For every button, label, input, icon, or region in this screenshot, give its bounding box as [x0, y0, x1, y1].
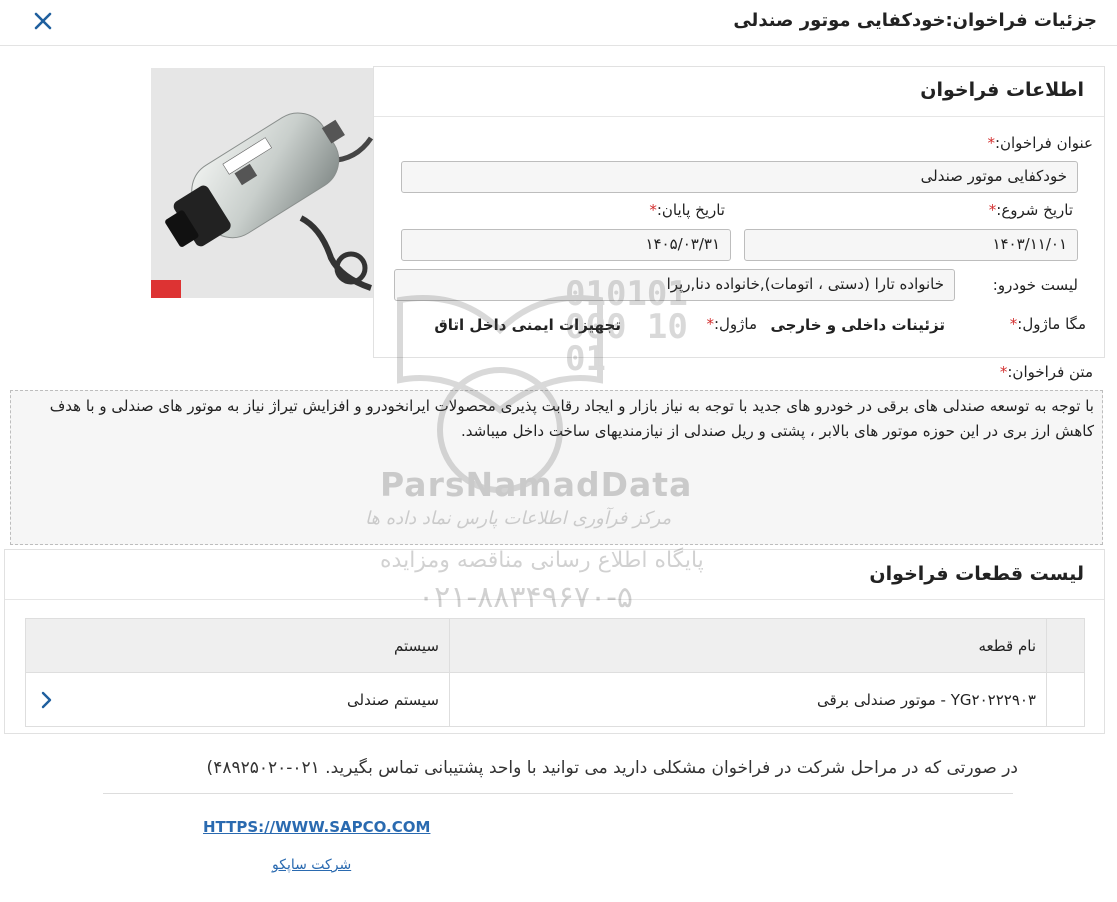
watermark-phone: ۰۲۱-۸۸۳۴۹۶۷۰-۵ [418, 580, 634, 615]
parts-card [4, 549, 1105, 734]
vehicle-list-field[interactable]: خانواده تارا (دستی ، اتومات),خانواده دنا,رپرا [394, 269, 955, 301]
watermark-brand: ParsNamadData [380, 465, 693, 504]
parts-heading: لیست قطعات فراخوان [869, 563, 1084, 585]
card-header [374, 67, 1104, 117]
title-field[interactable]: خودکفایی موتور صندلی [401, 161, 1078, 193]
svg-text:01: 01 [565, 339, 606, 379]
support-text: در صورتی که در مراحل شرکت در فراخوان مشکلی دارید می توانید با واحد پشتیبانی تماس بگیرید. ۰۲۱-۴۸۹۲۵۰۲۰) [206, 758, 1018, 778]
required-mark: * [987, 134, 995, 152]
watermark-line1: مرکز فرآوری اطلاعات پارس نماد داده ها [365, 508, 672, 529]
column-system: سیستم [26, 619, 450, 673]
required-mark: * [649, 201, 657, 219]
mega-module-value: تزئینات داخلی و خارجی [770, 316, 945, 334]
call-text-field[interactable]: با توجه به توسعه صندلی های برقی در خودرو های جدید با توجه به نیاز بازار و ایجاد رقابت پذیری محصولات ایرانخودرو و افزایش تیراژ نیاز به موتور های صندلی و با هدف کاهش ارز بری در این حوزه موتور های بالابر ، پشتی و ریل صندلی از نیازمندیهای ساخت داخل میباشد. [10, 390, 1103, 545]
system-cell [26, 673, 450, 727]
company-link[interactable]: شرکت ساپکو [272, 857, 352, 873]
part-name-cell: YG۲۰۲۲۲۹۰۳ - موتور صندلی برقی [450, 673, 1047, 727]
divider [103, 793, 1013, 794]
call-text-label: متن فراخوان:* [999, 363, 1093, 381]
card-heading: اطلاعات فراخوان [920, 79, 1084, 101]
parts-table [25, 618, 1085, 727]
end-date-label: تاریخ پایان:* [649, 201, 725, 219]
vehicle-list-label: لیست خودرو: [992, 276, 1078, 294]
dialog-title: جزئیات فراخوان:خودکفایی موتور صندلی [733, 10, 1097, 31]
system-value: سیستم صندلی [347, 690, 439, 709]
card-header [5, 550, 1104, 600]
table-header-row [26, 619, 1085, 673]
svg-text:010101: 010101 [565, 280, 688, 314]
required-mark: * [706, 315, 714, 333]
module-label: ماژول:* [706, 315, 757, 333]
start-date-label: تاریخ شروع:* [988, 201, 1073, 219]
product-image [151, 68, 375, 298]
sapco-website-link[interactable]: HTTPS://WWW.SAPCO.COM [203, 818, 431, 836]
table-cell [1047, 673, 1085, 727]
module-value: تجهیزات ایمنی داخل اتاق [434, 316, 621, 334]
dialog-header [0, 0, 1117, 46]
table-header-cell [1047, 619, 1085, 673]
svg-text:000 10: 000 10 [565, 307, 688, 347]
required-mark: * [999, 363, 1008, 381]
start-date-field[interactable]: ۱۴۰۳/۱۱/۰۱ [744, 229, 1078, 261]
required-mark: * [988, 201, 997, 219]
required-mark: * [1009, 315, 1018, 333]
table-row[interactable] [26, 673, 1085, 727]
mega-module-label: مگا ماژول:* [1009, 315, 1086, 333]
title-label: عنوان فراخوان:* [987, 134, 1093, 152]
chevron-right-icon[interactable] [36, 690, 56, 710]
end-date-field[interactable]: ۱۴۰۵/۰۳/۳۱ [401, 229, 731, 261]
watermark-line2: پایگاه اطلاع رسانی مناقصه ومزایده [380, 548, 704, 573]
close-icon[interactable] [30, 8, 56, 34]
column-part-name: نام قطعه [450, 619, 1047, 673]
